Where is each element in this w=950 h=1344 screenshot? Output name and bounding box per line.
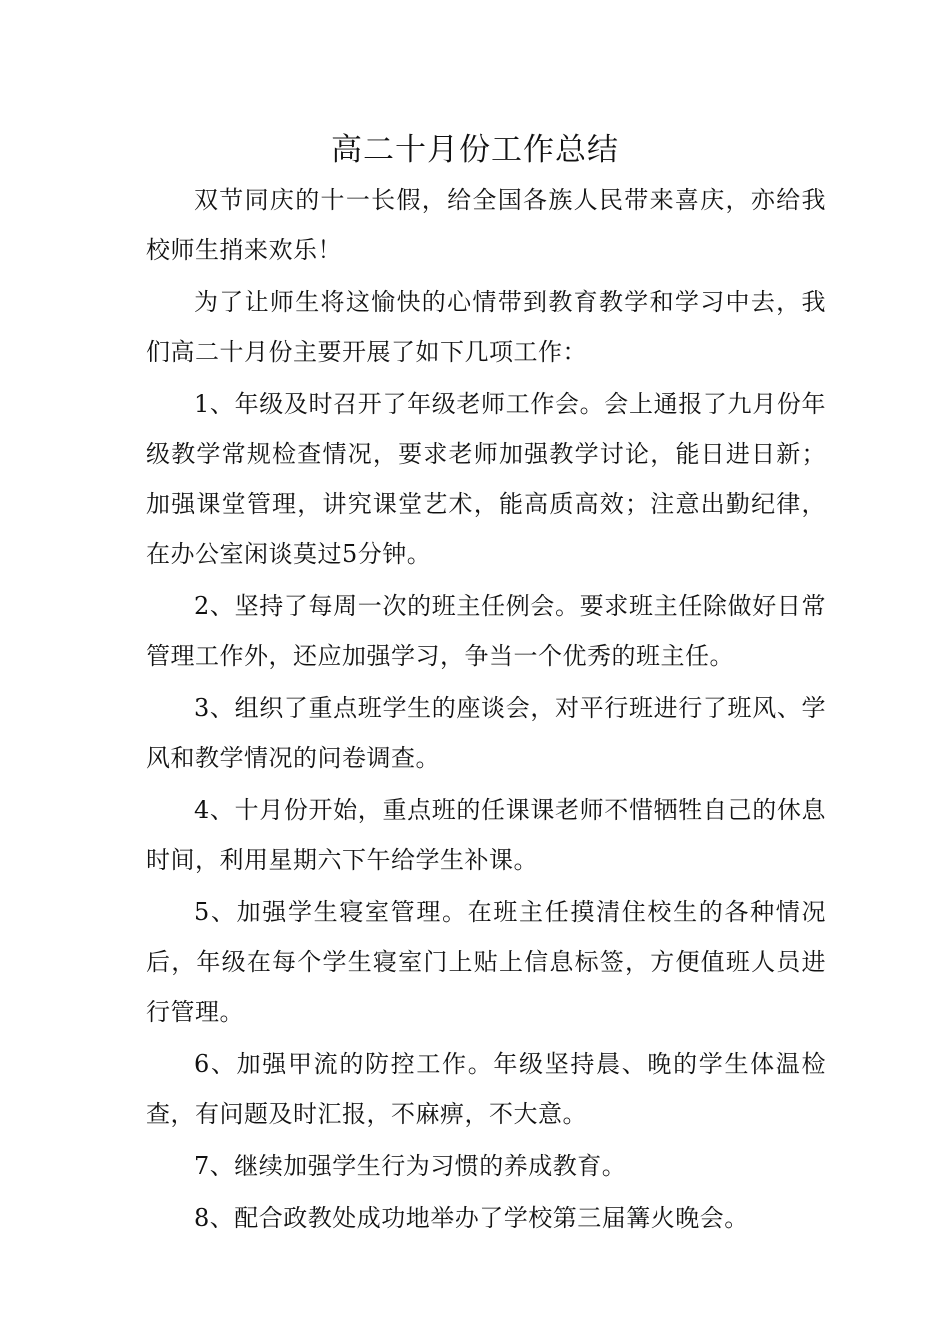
document-title: 高二十月份工作总结 [331,132,619,168]
paragraph-item-3: 3、组织了重点班学生的座谈会，对平行班进行了班风、学风和教学情况的问卷调查。 [146,694,826,772]
paragraph-item-2: 2、坚持了每周一次的班主任例会。要求班主任除做好日常管理工作外，还应加强学习，争当一个优秀的班主任。 [146,592,826,670]
paragraph-item-5: 5、加强学生寝室管理。在班主任摸清住校生的各种情况后，年级在每个学生寝室门上贴上信息标签，方便值班人员进行管理。 [146,898,826,1026]
paragraph-item-7: 7、继续加强学生行为习惯的养成教育。 [194,1152,627,1180]
document-body [146,175,826,1245]
paragraph-intro: 双节同庆的十一长假，给全国各族人民带来喜庆，亦给我校师生捎来欢乐！ [146,186,826,264]
paragraph-purpose: 为了让师生将这愉快的心情带到教育教学和学习中去，我们高二十月份主要开展了如下几项工作： [146,288,826,366]
paragraph-item-4: 4、十月份开始，重点班的任课课老师不惜牺牲自己的休息时间，利用星期六下午给学生补课。 [146,796,826,874]
paragraph-item-6: 6、加强甲流的防控工作。年级坚持晨、晚的学生体温检查，有问题及时汇报，不麻痹，不大意。 [146,1050,826,1128]
paragraph-item-1: 1、年级及时召开了年级老师工作会。会上通报了九月份年级教学常规检查情况，要求老师加强教学讨论，能日进日新；加强课堂管理，讲究课堂艺术，能高质高效；注意出勤纪律，在办公室闲谈莫过5分钟。 [146,390,826,568]
paragraph-item-8: 8、配合政教处成功地举办了学校第三届篝火晚会。 [194,1204,749,1232]
